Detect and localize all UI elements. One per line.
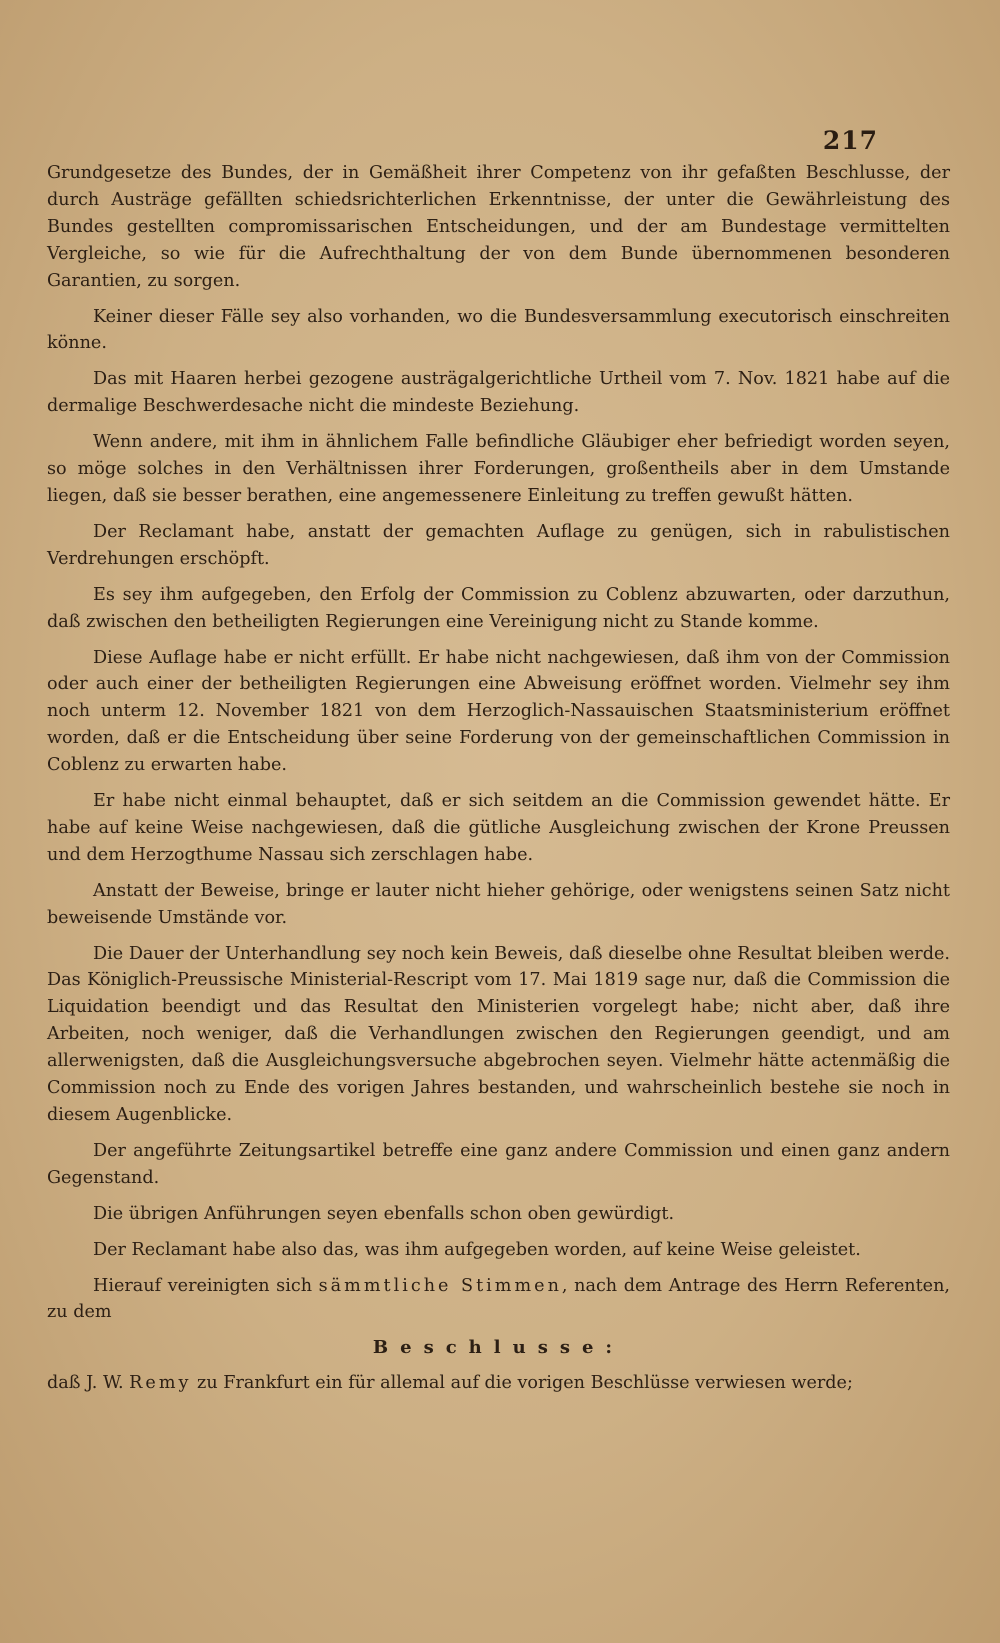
paragraph-1: Grundgesetze des Bundes, der in Gemäßheit ihrer Competenz von ihr gefaßten Beschlusse, der durch Austräge gefällten schiedsrichterlichen Erkenntnisse, der unter die Gewährleistung des Bundes gestellten compromissarischen Entscheidungen, und der am Bundestage vermittelten Vergleiche, so wie für die Aufrechthaltung der von dem Bunde übernommenen besonderen Garantien, zu sorgen. — [47, 163, 950, 291]
resolution-heading: Beschlusse: — [372, 1337, 625, 1359]
final-resolution — [47, 1370, 950, 1397]
paragraph-9: Anstatt der Beweise, bringe er lauter nicht hieher gehörige, oder wenigstens seinen Satz nicht beweisende Umstände vor. — [47, 880, 950, 928]
paragraph-5: Der Reclamant habe, anstatt der gemachten Auflage zu genügen, sich in rabulistischen Verdrehungen erschöpft. — [47, 521, 950, 569]
paragraph-4: Wenn andere, mit ihm in ähnlichem Falle befindliche Gläubiger eher befriedigt worden seyen, so möge solches in den Verhältnissen ihrer Forderungen, großentheils aber in dem Umstande liegen, daß sie besser berathen, eine angemessenere Einleitung zu treffen gewußt hätten. — [47, 432, 950, 506]
paragraph-3: Das mit Haaren herbei gezogene austrägalgerichtliche Urtheil vom 7. Nov. 1821 habe auf die dermalige Beschwerdesache nicht die mindeste Beziehung. — [47, 369, 950, 417]
body-text — [47, 160, 950, 1406]
final-post: zu Frankfurt ein für allemal auf die vorigen Beschlüsse verwiesen werde; — [191, 1373, 853, 1394]
page-number: 217 — [822, 126, 878, 155]
paragraph-12: Die übrigen Anführungen seyen ebenfalls schon oben gewürdigt. — [93, 1203, 675, 1224]
final-spaced-name: Remy — [129, 1373, 192, 1394]
paragraph-7: Diese Auflage habe er nicht erfüllt. Er habe nicht nachgewiesen, daß ihm von der Commission oder auch einer der betheiligten Regierungen eine Abweisung eröffnet worden. Vielmehr sey ihm noch unterm 12. November 1821 von dem Herzoglich-Nassauischen Staatsministerium eröffnet worden, daß er die Entscheidung über seine Forderung von der gemeinschaftlichen Commission in Coblenz zu erwarten habe. — [47, 647, 950, 776]
paragraph-10: Die Dauer der Unterhandlung sey noch kein Beweis, daß dieselbe ohne Resultat bleiben werde. Das Königlich-Preussische Ministerial-Rescript vom 17. Mai 1819 sage nur, daß die Commission die Liquidation beendigt und das Resultat den Ministerien vorgelegt habe; nicht aber, daß ihre Arbeiten, noch weniger, daß die Verhandlungen zwischen den Regierungen geendigt, und am allerwenigsten, daß die Ausgleichungsversuche abgebrochen seyen. Vielmehr hätte actenmäßig die Commission noch zu Ende des vorigen Jahres bestanden, und wahrscheinlich bestehe sie noch in diesem Augenblicke. — [47, 943, 950, 1125]
closing-spaced: sämmtliche Stimmen — [318, 1275, 562, 1296]
closing-pre: Hierauf vereinigten sich — [93, 1275, 319, 1296]
paragraph-8: Er habe nicht einmal behauptet, daß er sich seitdem an die Commission gewendet hätte. Er habe auf keine Weise nachgewiesen, daß die gütliche Ausgleichung zwischen der Krone Preussen und dem Herzogthume Nassau sich zerschlagen habe. — [47, 791, 950, 865]
closing-paragraph — [47, 1273, 950, 1327]
paragraph-6: Es sey ihm aufgegeben, den Erfolg der Commission zu Coblenz abzuwarten, oder darzuthun, daß zwischen den betheiligten Regierungen eine Vereinigung nicht zu Stande komme. — [47, 584, 950, 632]
paragraph-13: Der Reclamant habe also das, was ihm aufgegeben worden, auf keine Weise geleistet. — [93, 1239, 861, 1260]
final-pre: daß J. W. — [47, 1373, 130, 1394]
closing-post: , nach dem Antrage des Herrn Referenten, zu dem — [47, 1275, 950, 1323]
paragraph-2: Keiner dieser Fälle sey also vorhanden, wo die Bundesversammlung executorisch einschreiten könne. — [47, 306, 950, 354]
paragraph-11: Der angeführte Zeitungsartikel betreffe eine ganz andere Commission und einen ganz andern Gegenstand. — [47, 1140, 950, 1188]
